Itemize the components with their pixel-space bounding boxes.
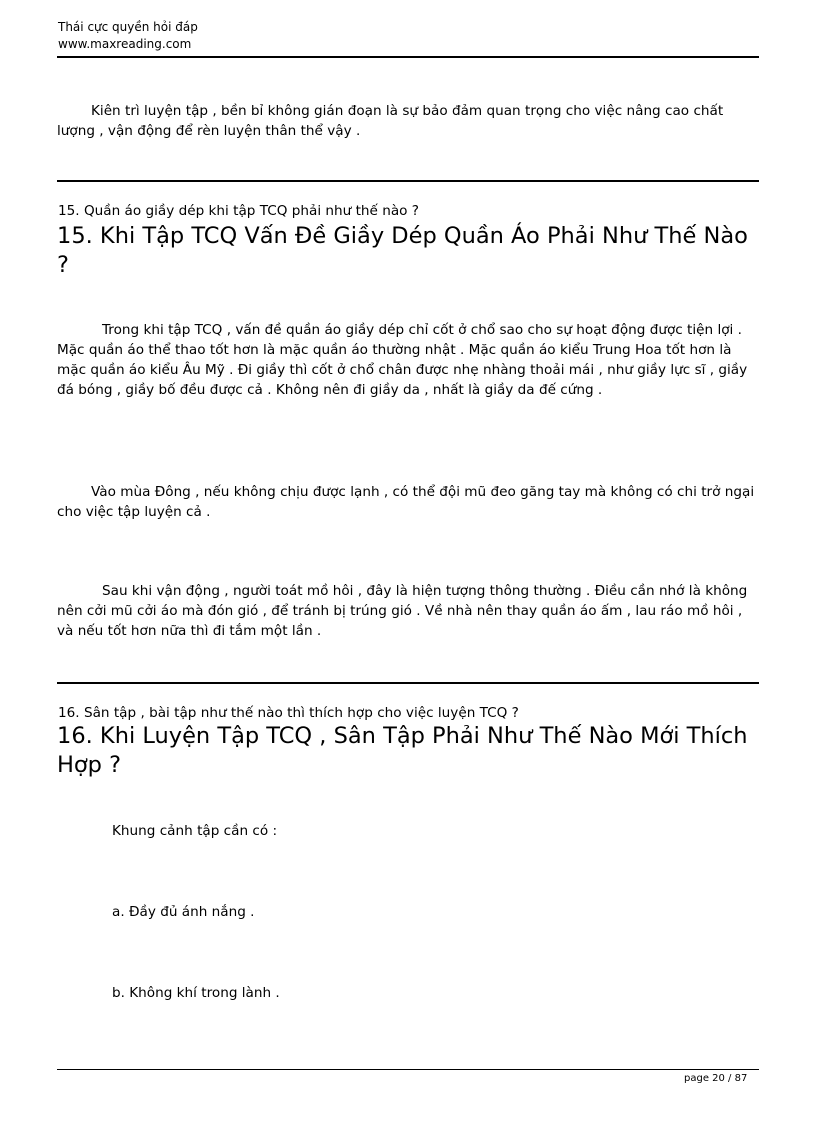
section15-question: 15. Quần áo giầy dép khi tập TCQ phải như thế nào ? (58, 203, 420, 219)
header-url: www.maxreading.com (58, 37, 192, 51)
section15-paragraph-2: Vào mùa Đông , nếu không chịu được lạnh , có thể đội mũ đeo găng tay mà không có chi trở ngại cho việc tập luyện cả . (57, 484, 755, 520)
section15-heading: 15. Khi Tập TCQ Vấn Đề Giầy Dép Quần Áo Phải Như Thế Nào ? (57, 223, 748, 278)
section-divider-15 (57, 180, 759, 182)
list-item: b. Không khí trong lành . (112, 985, 280, 1001)
section16-intro: Khung cảnh tập cần có : (112, 823, 278, 839)
header-title: Thái cực quyền hỏi đáp (58, 20, 198, 34)
list-item: a. Đầy đủ ánh nắng . (112, 904, 255, 920)
section15-paragraph-3: Sau khi vận động , người toát mồ hôi , đây là hiện tượng thông thường . Điều cần nhớ là không nên cởi mũ cởi áo mà đón gió , để tránh bị trúng gió . Về nhà nên thay quần áo ấm , lau ráo mồ hôi , và nếu tốt hơn nữa thì đi tắm một lần . (57, 583, 748, 639)
footer-divider (57, 1069, 759, 1070)
header-divider (57, 56, 759, 58)
page-number: page 20 / 87 (684, 1073, 748, 1084)
section-divider-16 (57, 682, 759, 684)
section16-heading: 16. Khi Luyện Tập TCQ , Sân Tập Phải Như Thế Nào Mới Thích Hợp ? (57, 723, 748, 778)
intro-paragraph: Kiên trì luyện tập , bền bỉ không gián đoạn là sự bảo đảm quan trọng cho việc nâng cao chất lượng , vận động để rèn luyện thân thể vậy . (57, 103, 724, 139)
section15-paragraph-1: Trong khi tập TCQ , vấn đề quần áo giầy dép chỉ cốt ở chổ sao cho sự hoạt động được tiện lợi . Mặc quần áo thể thao tốt hơn là mặc quần áo thường nhật . Mặc quần áo kiểu Trung Hoa tốt hơn là mặc quần áo kiểu Âu Mỹ . Đi giầy thì cốt ở chổ chân được nhẹ nhàng thoải mái , như giầy lực sĩ , giầy đá bóng , giầy bố đều được cả . Không nên đi giầy da , nhất là giầy da đế cứng . (57, 322, 748, 398)
section16-question: 16. Sân tập , bài tập như thế nào thì thích hợp cho việc luyện TCQ ? (58, 705, 519, 721)
